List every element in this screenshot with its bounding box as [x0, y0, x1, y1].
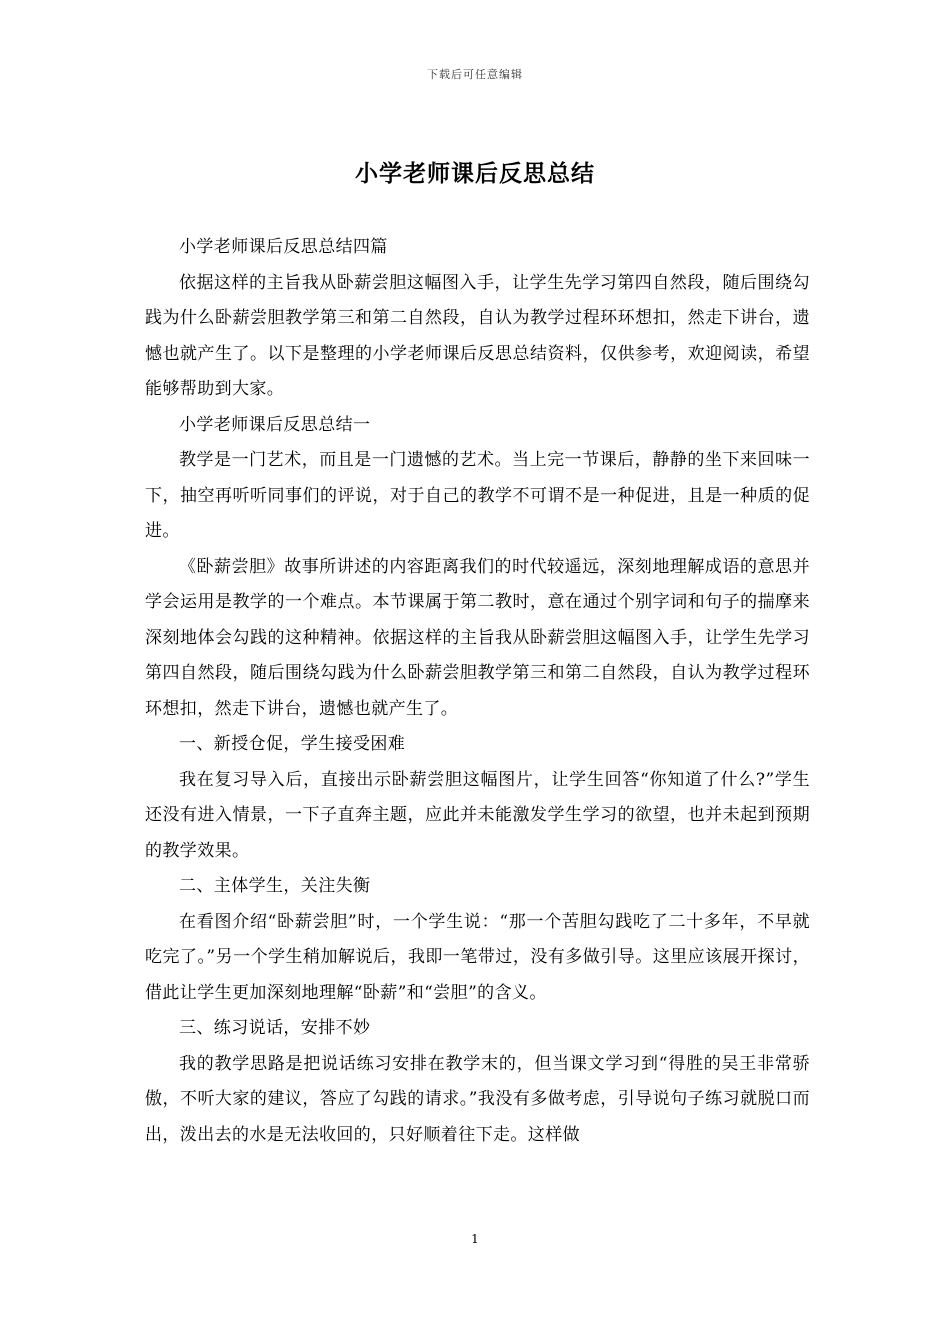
paragraph: 教学是一门艺术，而且是一门遗憾的艺术。当上完一节课后，静静的坐下来回味一下，抽空再听听同事们的评说，对于自己的教学不可谓不是一种促进，且是一种质的促进。: [145, 450, 810, 541]
paragraph: 小学老师课后反思总结一: [179, 414, 371, 435]
paragraph: 一、新授仓促，学生接受困难: [179, 734, 406, 754]
document-title: 小学老师课后反思总结: [355, 160, 595, 187]
header-note: 下载后可任意编辑: [427, 68, 523, 81]
paragraph: 在看图介绍“卧薪尝胆”时，一个学生说：“那一个苦胆勾践吃了二十多年，不早就吃完了。”另一个学生稍加解说后，我即一笔带过，没有多做引导。这里应该展开探讨，借此让学生更加深刻地理解“卧薪”和“尝胆”的含义。: [145, 911, 810, 1003]
page-number: 1: [471, 1232, 479, 1246]
paragraph: 二、主体学生，关注失衡: [179, 876, 371, 896]
paragraph: 依据这样的主旨我从卧薪尝胆这幅图入手，让学生先学习第四自然段，随后围绕勾践为什么卧薪尝胆教学第三和第二自然段，自认为教学过程环环想扣，然走下讲台，遗憾也就产生了。以下是整理的小学老师课后反思总结资料，仅供参考，欢迎阅读，希望能够帮助到大家。: [145, 272, 810, 399]
paragraph: 我的教学思路是把说话练习安排在教学末的，但当课文学习到“得胜的吴王非常骄傲，不听大家的建议，答应了勾践的请求。”我没有多做考虑，引导说句子练习就脱口而出，泼出去的水是无法收回的，只好顺着往下走。这样做: [145, 1053, 810, 1145]
document-body: [145, 230, 810, 1153]
paragraph: 小学老师课后反思总结四篇: [179, 237, 388, 257]
paragraph: 我在复习导入后，直接出示卧薪尝胆这幅图片，让学生回答“你知道了什么?”学生还没有进入情景，一下子直奔主题，应此并未能激发学生学习的欲望，也并未起到预期的教学效果。: [145, 769, 810, 861]
paragraph: 三、练习说话，安排不妙: [179, 1018, 371, 1038]
paragraph: 《卧薪尝胆》故事所讲述的内容距离我们的时代较遥远，深刻地理解成语的意思并学会运用是教学的一个难点。本节课属于第二教时，意在通过个别字词和句子的揣摩来深刻地体会勾践的这种精神。依据这样的主旨我从卧薪尝胆这幅图入手，让学生先学习第四自然段，随后围绕勾践为什么卧薪尝胆教学第三和第二自然段，自认为教学过程环环想扣，然走下讲台，遗憾也就产生了。: [145, 556, 810, 719]
